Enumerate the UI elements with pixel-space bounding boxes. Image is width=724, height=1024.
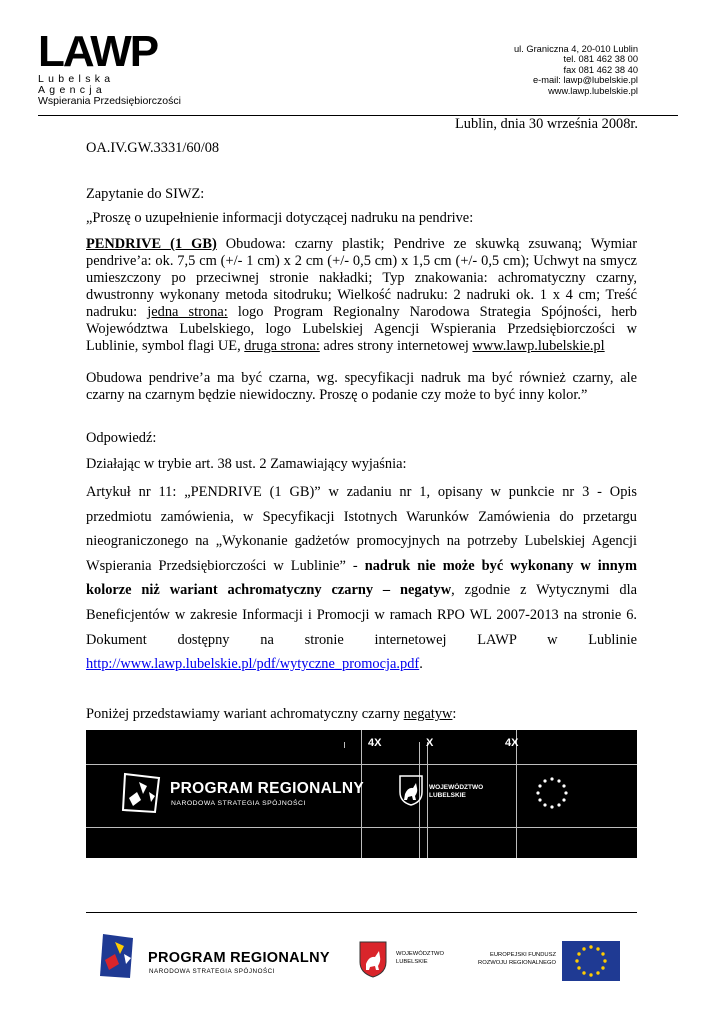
lawp-logo <box>38 27 188 107</box>
footer-eu-fund-line1: EUROPEJSKI FUNDUSZ <box>489 952 556 958</box>
question-heading: Zapytanie do SIWZ: <box>86 186 205 202</box>
program-regionalny-color-mark-icon <box>97 930 137 982</box>
banner-voivodeship-line2: LUBELSKIE <box>429 792 466 799</box>
mark-x-middle: X <box>426 737 434 749</box>
negative-print-banner <box>86 730 637 858</box>
answer-heading: Odpowiedź: <box>86 430 157 446</box>
eu-flag-icon <box>562 941 620 981</box>
footer-voivodeship-line2: LUBELSKIE <box>396 959 428 965</box>
banner-voivodeship-label <box>429 784 483 800</box>
footer-eu-fund-label <box>474 951 556 967</box>
answer-text-1: Artykuł nr 11: „PENDRIVE (1 GB)” w zadaniu nr 1, opisany w punkcie nr 3 - Opis przedmiotu zamówienia, w Specyfikacji Istotnych Warunków Zamówienia do przetargu nieograniczonego na „Wykonanie gadżetów promocyjnych na potrzeby Lubelskiej Agencji Wspierania Przedsiębiorczości w Lublinie” - <box>86 484 637 574</box>
answer-key-statement: nadruk nie może być wykonany w innym kolorze niż wariant achromatyczny czarny – negatyw <box>86 557 637 599</box>
guide-tick <box>344 742 345 748</box>
banner-program-title: PROGRAM REGIONALNY <box>170 780 364 797</box>
address-block <box>514 44 638 96</box>
spec-side-two: druga strona: <box>244 338 320 354</box>
question-color-paragraph: Obudowa pendrive’a ma być czarna, wg. specyfikacji nadruk ma być również czarny, ale czarny na czarnym będzie niewidoczny. Proszę o podanie czy może to być inny kolor.” <box>86 370 637 403</box>
footer-program-title: PROGRAM REGIONALNY <box>148 950 330 966</box>
letter-date: Lublin, dnia 30 września 2008r. <box>454 116 638 132</box>
lubelskie-deer-emblem-icon <box>398 774 424 806</box>
guidelines-pdf-link[interactable]: http://www.lawp.lubelskie.pl/pdf/wytyczne_promocja.pdf <box>86 656 420 673</box>
answer-text-end: . <box>419 656 423 673</box>
variant-caption-text: Poniżej przedstawiamy wariant achromatyczny czarny <box>86 706 404 722</box>
guide-line-v4 <box>516 730 517 858</box>
spec-website-link[interactable]: www.lawp.lubelskie.pl <box>472 338 605 354</box>
lubelskie-coat-of-arms-icon <box>358 940 388 978</box>
spec-text-2: logo Program Regionalny Narodowa Strategia Spójności, herb Województwa Lubelskiego, logo Lubelskiej Agencji Wspierania Przedsiębiorczości w Lublinie, symbol flagi UE, <box>86 304 637 354</box>
mark-4x-left: 4X <box>368 737 382 749</box>
question-spec-paragraph <box>86 236 637 355</box>
question-intro: „Proszę o uzupełnienie informacji dotyczącej nadruku na pendrive: <box>86 210 474 226</box>
banner-program-subtitle: NARODOWA STRATEGIA SPÓJNOŚCI <box>171 800 306 807</box>
lawp-logo-line2: Wspierania Przedsiębiorczości <box>38 95 181 107</box>
variant-caption-end: : <box>452 706 457 722</box>
footer-eu-fund-line2: ROZWOJU REGIONALNEGO <box>478 960 556 966</box>
address-www: www.lawp.lubelskie.pl <box>548 85 638 96</box>
address-email: e-mail: lawp@lubelskie.pl <box>532 75 638 86</box>
footer-rule <box>86 912 637 913</box>
address-fax: fax 081 462 38 40 <box>563 64 638 75</box>
address-phone: tel. 081 462 38 00 <box>563 54 638 65</box>
spec-text-3: adres strony internetowej <box>319 338 473 354</box>
footer-voivodeship-label <box>396 950 444 966</box>
banner-voivodeship-line1: WOJEWÓDZTWO <box>429 784 484 791</box>
lawp-logo-word: LAWP <box>38 27 158 76</box>
spec-text-1: Obudowa: czarny plastik; Pendrive ze skuwką zsuwaną; Wymiar pendrive’a: ok. 7,5 cm (+/- 1 cm) x 2 cm (+/- 0,5 cm) x 1,5 cm (+/- 0,5 cm); Uchwyt na smycz umieszczony po przeciwnej stronie nakładki; Typ znakowania: achromatyczny czarny, dwustronny wykonany metoda sitodruku; Wielkość nadruku: 2 nadruki ok. 1 x 4 cm; Treść nadruku: <box>86 236 637 320</box>
answer-paragraph <box>86 480 637 677</box>
spec-side-one: jedna strona: <box>147 304 228 320</box>
variant-caption <box>86 706 456 723</box>
answer-intro: Działając w trybie art. 38 ust. 2 Zamawiający wyjaśnia: <box>86 456 407 472</box>
variant-caption-negative: negatyw <box>403 706 453 722</box>
eu-stars-icon <box>534 775 570 811</box>
address-street: ul. Graniczna 4, 20-010 Lublin <box>513 44 638 54</box>
answer-text-2: , zgodnie z Wytycznymi dla Beneficjentów w zakresie Informacji i Promocji w ramach RPO WL 2007-2013 na stronie 6. Dokument dostępny na stronie internetowej LAWP w Lublinie <box>86 582 637 648</box>
mark-4x-right: 4X <box>505 737 519 749</box>
spec-product-name: PENDRIVE (1 GB) <box>86 236 217 252</box>
reference-number: OA.IV.GW.3331/60/08 <box>86 140 220 156</box>
footer-program-subtitle: NARODOWA STRATEGIA SPÓJNOŚCI <box>149 968 275 975</box>
program-regionalny-mark-icon <box>119 772 163 816</box>
guide-line-v3 <box>427 742 428 858</box>
footer-voivodeship-line1: WOJEWÓDZTWO <box>396 951 444 957</box>
lawp-logo-line1: Lubelska Agencja <box>38 73 115 96</box>
